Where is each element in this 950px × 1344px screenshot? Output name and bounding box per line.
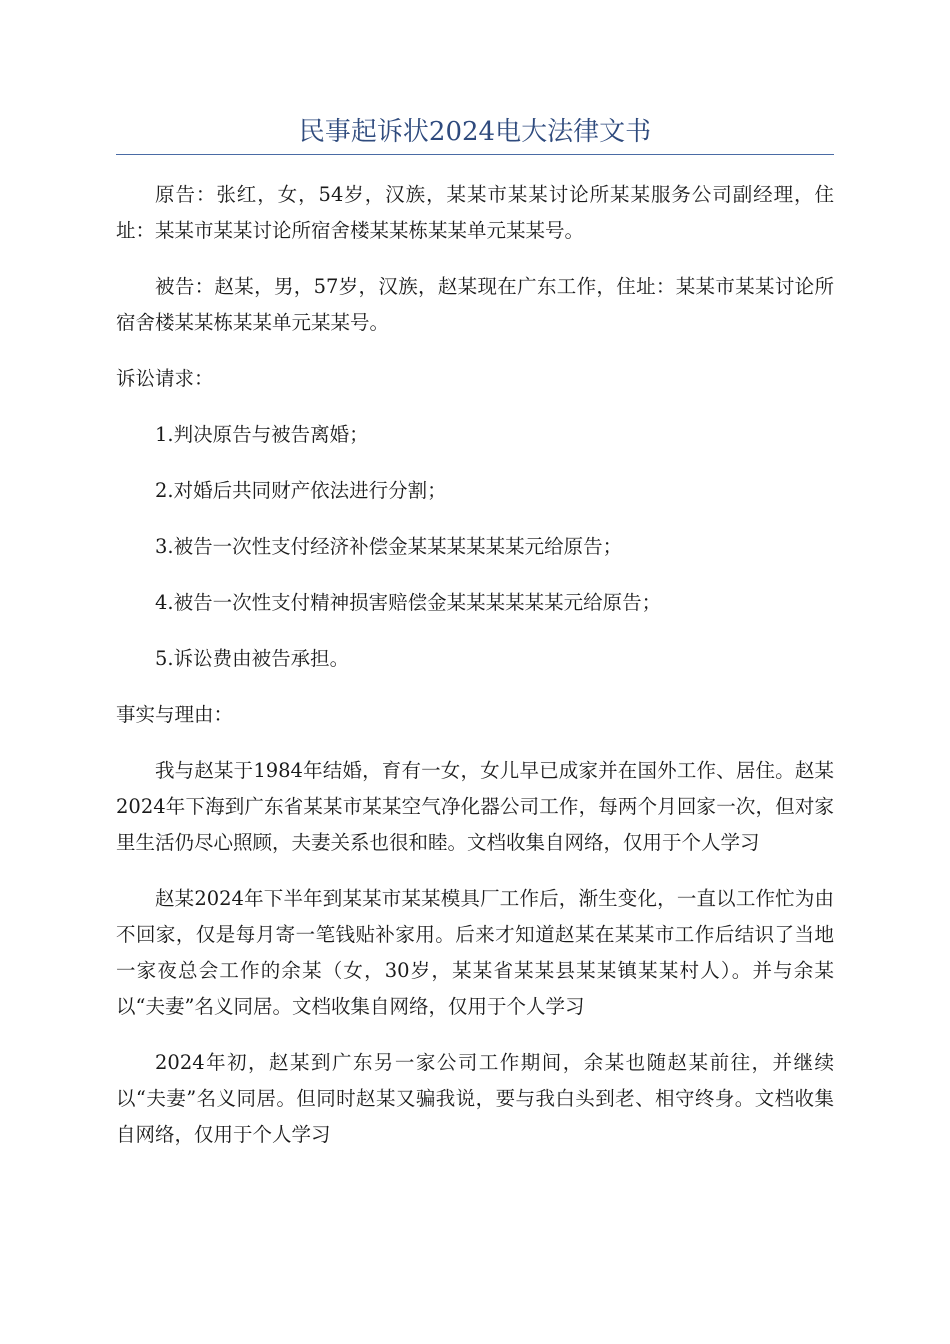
claim-item-4: 4.被告一次性支付精神损害赔偿金某某某某某某元给原告；	[155, 591, 662, 614]
plaintiff-paragraph: 原告：张红，女，54岁，汉族，某某市某某讨论所某某服务公司副经理，住址：某某市某某讨论所宿舍楼某某栋某某单元某某号。	[116, 183, 834, 242]
defendant-paragraph: 被告：赵某，男，57岁，汉族，赵某现在广东工作，住址：某某市某某讨论所宿舍楼某某栋某某单元某某号。	[116, 275, 834, 334]
claim-item-2: 2.对婚后共同财产依法进行分割；	[155, 479, 447, 502]
title-underline	[116, 154, 834, 155]
claim-item-5: 5.诉讼费由被告承担。	[155, 647, 350, 670]
claim-item-1: 1.判决原告与被告离婚；	[155, 423, 369, 446]
claims-heading: 诉讼请求：	[116, 367, 214, 390]
document-body	[116, 177, 834, 1173]
claim-item-3: 3.被告一次性支付经济补偿金某某某某某某元给原告；	[155, 535, 623, 558]
document-title: 民事起诉状2024电大法律文书	[298, 117, 652, 147]
facts-heading: 事实与理由：	[116, 703, 234, 726]
facts-paragraph-1: 我与赵某于1984年结婚，育有一女，女儿早已成家并在国外工作、居住。赵某2024年下海到广东省某某市某某空气净化器公司工作，每两个月回家一次，但对家里生活仍尽心照顾，夫妻关系也很和睦。文档收集自网络，仅用于个人学习	[116, 759, 834, 854]
facts-paragraph-3: 2024年初，赵某到广东另一家公司工作期间，余某也随赵某前往，并继续以“夫妻”名义同居。但同时赵某又骗我说，要与我白头到老、相守终身。文档收集自网络，仅用于个人学习	[116, 1051, 834, 1146]
facts-paragraph-2: 赵某2024年下半年到某某市某某模具厂工作后，渐生变化，一直以工作忙为由不回家，仅是每月寄一笔钱贴补家用。后来才知道赵某在某某市工作后结识了当地一家夜总会工作的余某（女，30岁，某某省某某县某某镇某某村人）。并与余某以“夫妻”名义同居。文档收集自网络，仅用于个人学习	[116, 887, 834, 1018]
